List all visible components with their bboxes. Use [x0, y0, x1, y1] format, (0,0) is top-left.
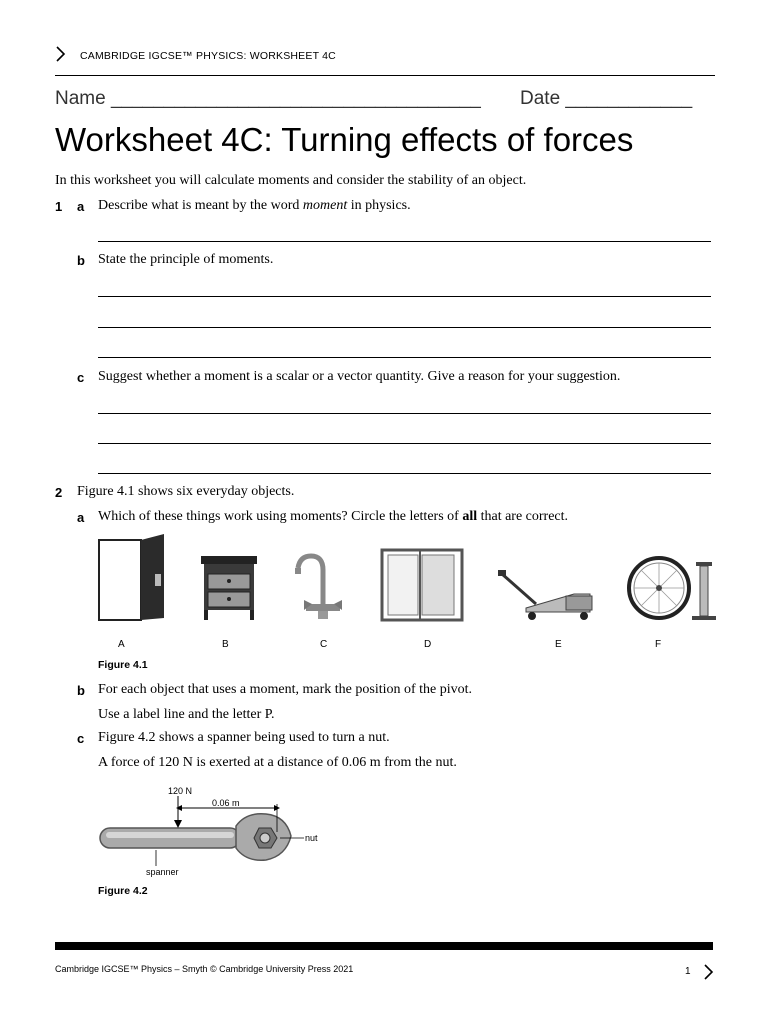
- figure-letter-d[interactable]: D: [424, 639, 432, 650]
- q2b-text-line2: Use a label line and the letter P.: [98, 707, 275, 722]
- subquestion-letter: c: [77, 731, 85, 746]
- answer-line[interactable]: [98, 357, 711, 358]
- figure-letter-f[interactable]: F: [655, 639, 662, 650]
- next-page-chevron-icon[interactable]: [703, 964, 715, 980]
- intro-text: In this worksheet you will calculate moments and consider the stability of an object.: [55, 173, 527, 188]
- answer-line[interactable]: [98, 443, 711, 444]
- subquestion-letter: c: [77, 370, 85, 385]
- page-title: Worksheet 4C: Turning effects of forces: [55, 121, 634, 158]
- subquestion-letter: b: [77, 253, 85, 268]
- figure-letter-e[interactable]: E: [555, 639, 562, 650]
- q1b-text: State the principle of moments.: [98, 252, 274, 267]
- answer-line[interactable]: [98, 473, 711, 474]
- header-divider: [55, 75, 715, 76]
- figure-4-1: [96, 534, 716, 626]
- figure-letter-b[interactable]: B: [222, 639, 229, 650]
- spanner-label: spanner: [146, 867, 179, 877]
- figure-caption: Figure 4.1: [98, 659, 148, 671]
- name-blank: ___________________________________: [110, 88, 481, 109]
- date-blank: ____________: [565, 88, 693, 109]
- question-number: 2: [55, 485, 63, 500]
- answer-line[interactable]: [98, 296, 711, 297]
- name-field[interactable]: [55, 88, 481, 110]
- q2a-text: Which of these things work using moments? Circle the letters of all that are correct.: [98, 509, 569, 524]
- subquestion-letter: a: [77, 199, 85, 214]
- sliding-window-icon[interactable]: [382, 550, 462, 620]
- tap-icon[interactable]: [295, 556, 342, 619]
- q2b-text-line1: For each object that uses a moment, mark the position of the pivot.: [98, 682, 473, 697]
- figure-caption: Figure 4.2: [98, 885, 148, 897]
- nut-label: nut: [305, 833, 318, 843]
- question-number: 1: [55, 199, 63, 214]
- date-field[interactable]: [520, 88, 692, 110]
- answer-line[interactable]: [98, 241, 711, 242]
- q1c-text: Suggest whether a moment is a scalar or a vector quantity. Give a reason for your suggestion.: [98, 369, 621, 384]
- subquestion-letter: b: [77, 683, 85, 698]
- figure-letter-a[interactable]: A: [118, 639, 125, 650]
- answer-line[interactable]: [98, 413, 711, 414]
- q2c-text-line1: Figure 4.2 shows a spanner being used to turn a nut.: [98, 730, 390, 745]
- door-icon[interactable]: [99, 534, 164, 620]
- q2-intro: Figure 4.1 shows six everyday objects.: [77, 484, 295, 499]
- date-label: Date: [520, 88, 561, 109]
- bicycle-wheel-pump-icon[interactable]: [629, 558, 716, 620]
- bedside-cabinet-icon[interactable]: [201, 556, 257, 620]
- page-number: 1: [685, 966, 691, 977]
- footer-copyright: Cambridge IGCSE™ Physics – Smyth © Cambridge University Press 2021: [55, 964, 354, 974]
- car-jack-icon[interactable]: [498, 570, 592, 620]
- header-title: CAMBRIDGE IGCSE™ PHYSICS: WORKSHEET 4C: [80, 50, 336, 62]
- chevron-right-icon: [55, 46, 67, 62]
- answer-line[interactable]: [98, 327, 711, 328]
- q1a-text: Describe what is meant by the word moment in physics.: [98, 198, 411, 213]
- figure-letter-c[interactable]: C: [320, 639, 328, 650]
- q2c-text-line2: A force of 120 N is exerted at a distance of 0.06 m from the nut.: [98, 755, 457, 770]
- subquestion-letter: a: [77, 510, 85, 525]
- footer-bar: [55, 942, 713, 950]
- distance-label: 0.06 m: [212, 798, 240, 808]
- force-label: 120 N: [168, 786, 193, 796]
- name-label: Name: [55, 88, 106, 109]
